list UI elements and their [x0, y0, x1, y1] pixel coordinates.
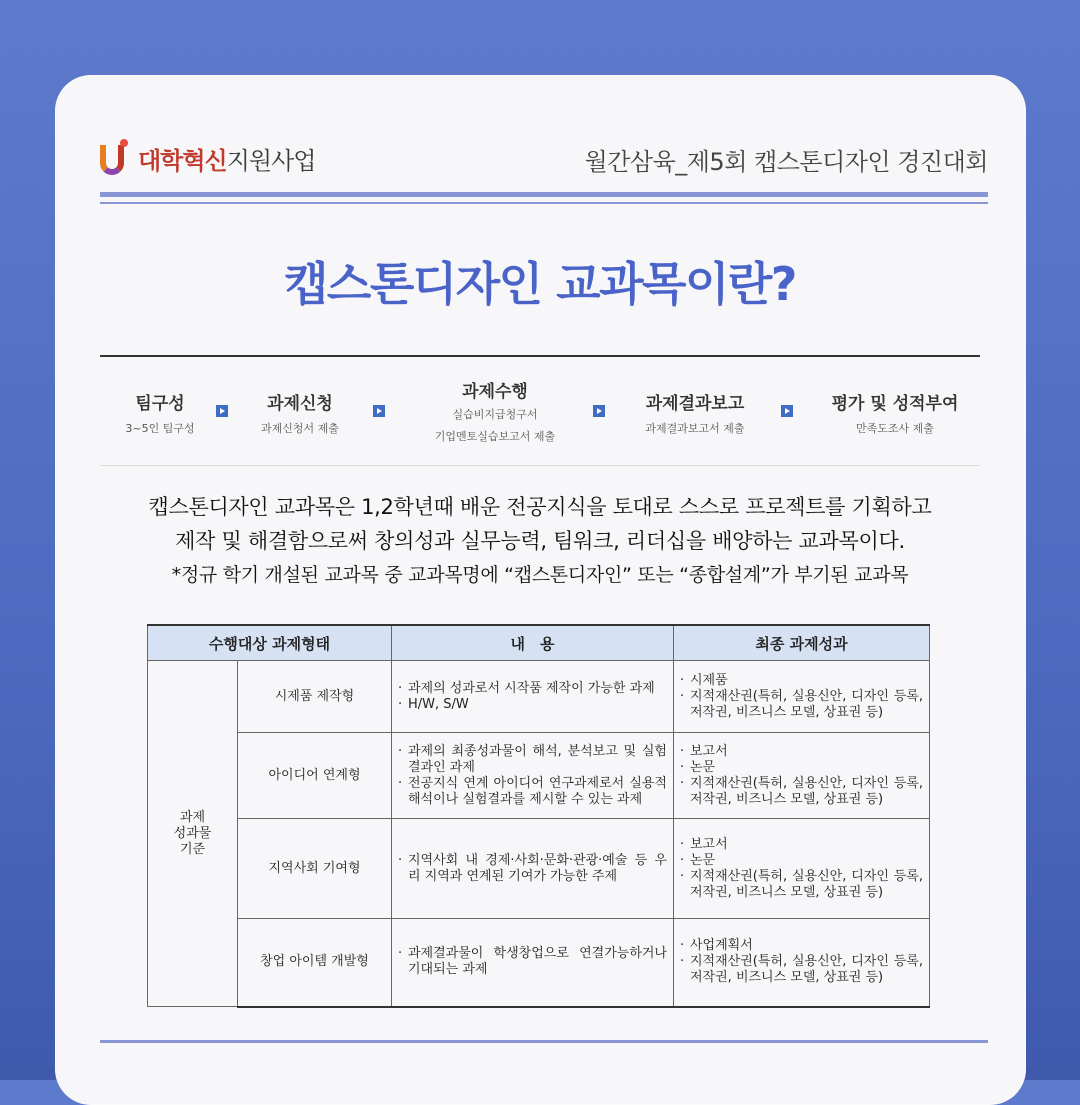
process-step-sub: 실습비지급청구서: [452, 408, 538, 421]
list-item: · 지역사회 내 경제·사회·문화·관광·예술 등 우리 지역과 연계된 기여가 가능한 주제: [398, 853, 667, 885]
content-cell: [392, 819, 674, 919]
process-step-sub: 과제결과보고서 제출: [645, 422, 745, 435]
content-cell: [392, 733, 674, 819]
table-header: 최종 과제성과: [674, 625, 930, 661]
arrow-right-icon: [373, 405, 385, 417]
table-row: [148, 919, 930, 1007]
type-cell: 지역사회 기여형: [238, 819, 392, 919]
process-step: [100, 357, 220, 465]
description-line: 캡스톤디자인 교과목은 1,2학년때 배운 전공지식을 토대로 스스로 프로젝트를 기획하고: [148, 495, 932, 519]
logo-text-dark: 지원사업: [226, 146, 316, 175]
process-step: [405, 357, 585, 465]
table-row: [148, 819, 930, 919]
description: [0, 490, 1080, 592]
list-item: · 시제품: [680, 673, 923, 689]
process-step: [240, 357, 360, 465]
category-cell: 과제 성과물 기준: [148, 661, 238, 1007]
list-item: · 과제결과물이 학생창업으로 연결가능하거나 기대되는 과제: [398, 946, 667, 978]
description-line: 제작 및 해결함으로써 창의성과 실무능력, 팀워크, 리더십을 배양하는 교과목이다.: [175, 529, 905, 553]
table-row: [148, 733, 930, 819]
list-item: · H/W, S/W: [398, 697, 667, 713]
process-flow: [100, 355, 980, 466]
result-cell: [674, 661, 930, 733]
header-divider-thin: [100, 202, 988, 204]
description-note: *정규 학기 개설된 교과목 중 교과목명에 “캡스톤디자인” 또는 “종합설계”가 부기된 교과목: [171, 564, 909, 586]
process-step-sub: 3~5인 팀구성: [125, 422, 195, 435]
process-step-sub: 과제신청서 제출: [261, 422, 339, 435]
arrow-right-icon: [781, 405, 793, 417]
process-step-title: 과제신청: [267, 394, 333, 414]
type-cell: 창업 아이템 개발형: [238, 919, 392, 1007]
logo-text-red: 대학혁신: [138, 146, 227, 175]
header-subtitle: 월간삼육_제5회 캡스톤디자인 경진대회: [584, 148, 988, 176]
result-cell: [674, 819, 930, 919]
process-step-title: 팀구성: [135, 394, 185, 414]
process-step-sub: 만족도조사 제출: [856, 422, 934, 435]
list-item: · 사업계획서: [680, 938, 923, 954]
arrow-right-icon: [216, 405, 228, 417]
type-cell: 아이디어 연계형: [238, 733, 392, 819]
process-step-sub: 기업멘토실습보고서 제출: [434, 430, 556, 443]
list-item: · 과제의 성과로서 시작품 제작이 가능한 과제: [398, 681, 667, 697]
table-header: 내 용: [392, 625, 674, 661]
list-item: · 지적재산권(특허, 실용신안, 디자인 등록, 저작권, 비즈니스 모델, 상표권 등): [680, 869, 923, 901]
list-item: · 논문: [680, 853, 923, 869]
list-item: · 보고서: [680, 837, 923, 853]
list-item: · 논문: [680, 760, 923, 776]
program-logo: [100, 138, 316, 178]
type-cell: 시제품 제작형: [238, 661, 392, 733]
process-step-title: 과제수행: [462, 382, 528, 402]
header-divider: [100, 192, 988, 197]
list-item: · 지적재산권(특허, 실용신안, 디자인 등록, 저작권, 비즈니스 모델, 상표권 등): [680, 689, 923, 721]
list-item: · 보고서: [680, 744, 923, 760]
content-cell: [392, 919, 674, 1007]
result-cell: [674, 919, 930, 1007]
footer-divider: [100, 1040, 988, 1043]
process-step: [620, 357, 770, 465]
process-step-title: 평가 및 성적부여: [831, 394, 959, 414]
content-cell: [392, 661, 674, 733]
logo-mark-icon: [100, 139, 130, 177]
table-header: 수행대상 과제형태: [148, 625, 392, 661]
list-item: · 과제의 최종성과물이 해석, 분석보고 및 실험결과인 과제: [398, 744, 667, 776]
list-item: · 전공지식 연계 아이디어 연구과제로서 실용적 해석이나 실험결과를 제시할 수 있는 과제: [398, 776, 667, 808]
table-row: [148, 661, 930, 733]
arrow-right-icon: [593, 405, 605, 417]
project-type-table: [147, 624, 930, 1008]
list-item: · 지적재산권(특허, 실용신안, 디자인 등록, 저작권, 비즈니스 모델, 상표권 등): [680, 954, 923, 986]
process-step-title: 과제결과보고: [645, 394, 745, 414]
page-title: 캡스톤디자인 교과목이란?: [284, 257, 796, 311]
result-cell: [674, 733, 930, 819]
process-step: [810, 357, 980, 465]
list-item: · 지적재산권(특허, 실용신안, 디자인 등록, 저작권, 비즈니스 모델, 상표권 등): [680, 776, 923, 808]
